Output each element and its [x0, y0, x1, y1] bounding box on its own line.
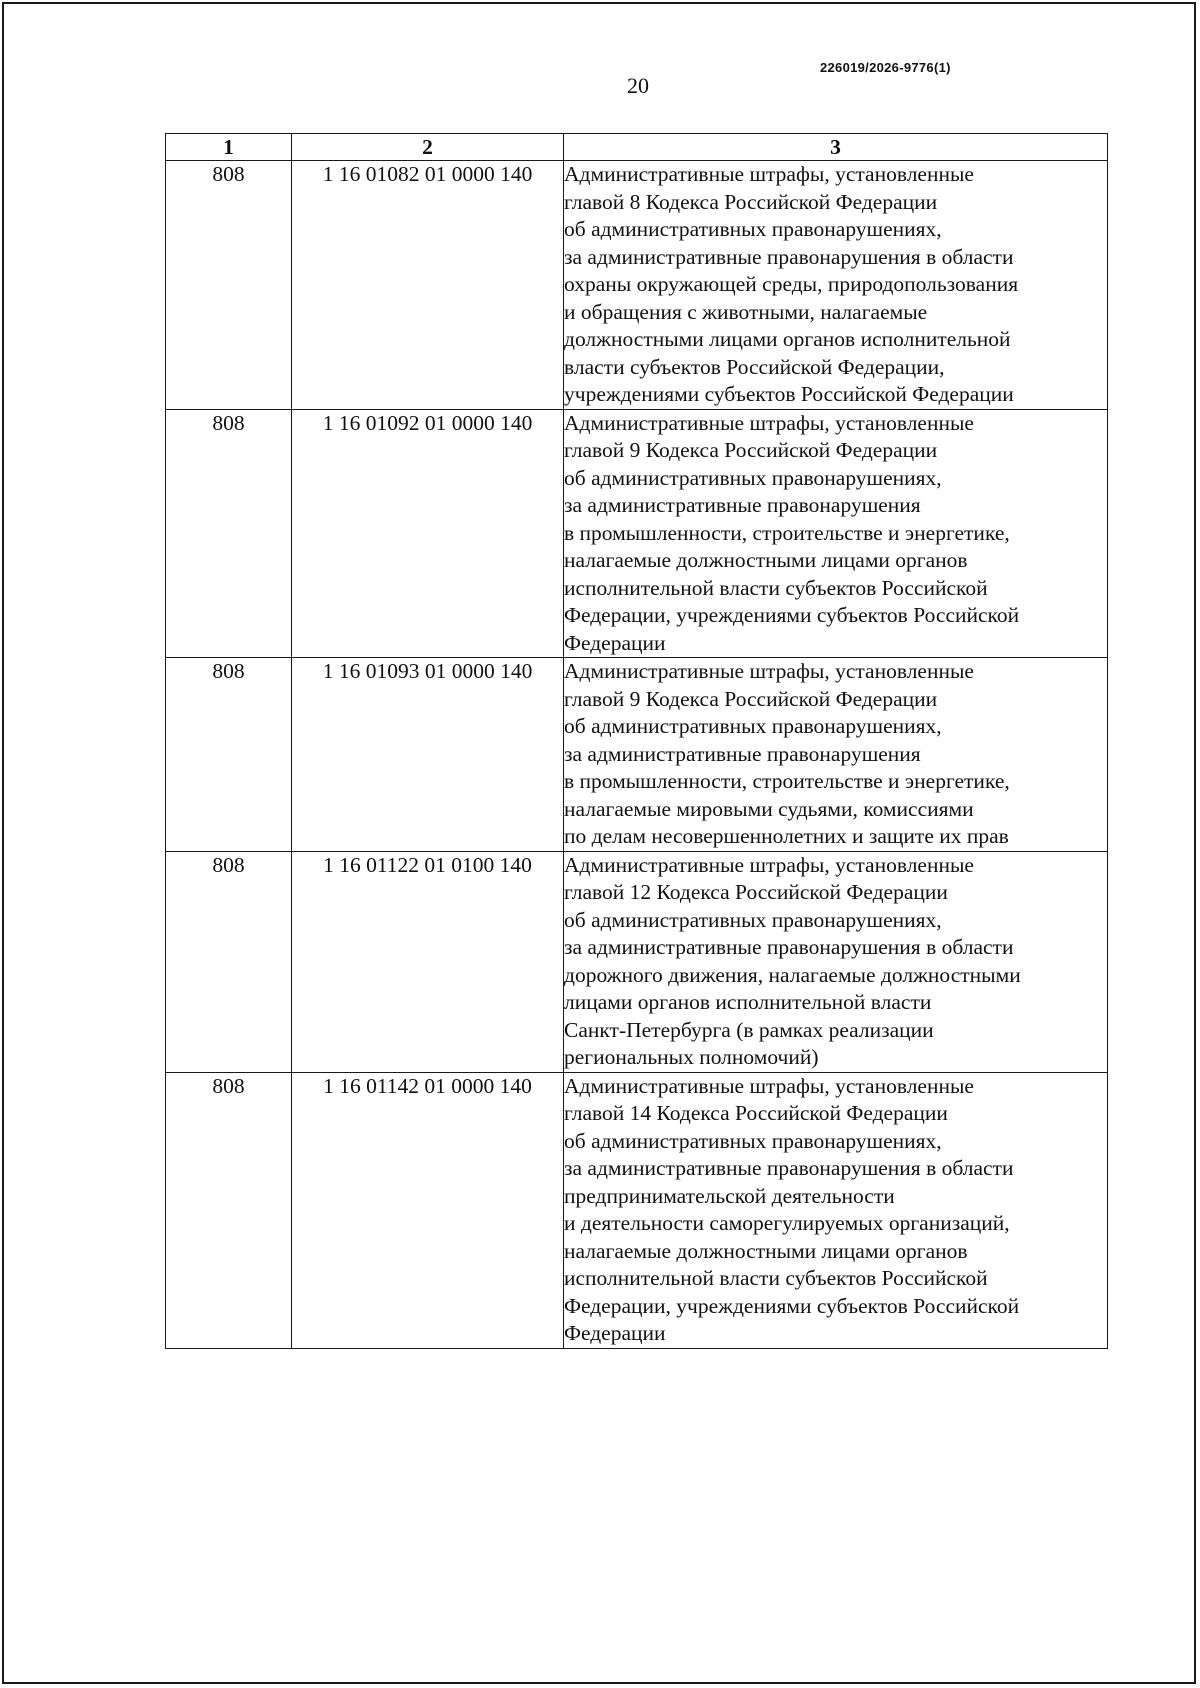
budget-classification-code-cell: 1 16 01093 01 0000 140	[292, 658, 564, 852]
administrator-code-cell: 808	[166, 409, 292, 658]
page-number: 20	[627, 73, 649, 98]
table-row	[166, 658, 1108, 852]
description-cell: Административные штрафы, установленные главой 9 Кодекса Российской Федерации об административных правонарушениях, за административные правонарушения в промышленности, строительстве и энергетике, налагаемые должностными лицами органов исполнительной власти субъектов Российской Федерации, учреждениями субъектов Российской Федерации	[564, 409, 1108, 658]
administrator-code-cell: 808	[166, 1072, 292, 1348]
table-row	[166, 161, 1108, 410]
administrator-code-cell: 808	[166, 161, 292, 410]
budget-codes-table	[165, 133, 1108, 1349]
column-header-1: 1	[166, 134, 292, 161]
document-number: 226019/2026-9776(1)	[820, 60, 951, 75]
budget-classification-code-cell: 1 16 01142 01 0000 140	[292, 1072, 564, 1348]
table-row	[166, 851, 1108, 1072]
table-header-row	[166, 134, 1108, 161]
description-cell: Административные штрафы, установленные главой 12 Кодекса Российской Федерации об административных правонарушениях, за административные правонарушения в области дорожного движения, налагаемые должностными лицами органов исполнительной власти Санкт-Петербурга (в рамках реализации региональных полномочий)	[564, 851, 1108, 1072]
table-row	[166, 1072, 1108, 1348]
administrator-code-cell: 808	[166, 851, 292, 1072]
budget-classification-code-cell: 1 16 01082 01 0000 140	[292, 161, 564, 410]
description-cell: Административные штрафы, установленные главой 9 Кодекса Российской Федерации об административных правонарушениях, за административные правонарушения в промышленности, строительстве и энергетике, налагаемые мировыми судьями, комиссиями по делам несовершеннолетних и защите их прав	[564, 658, 1108, 852]
budget-classification-code-cell: 1 16 01092 01 0000 140	[292, 409, 564, 658]
budget-classification-code-cell: 1 16 01122 01 0100 140	[292, 851, 564, 1072]
description-cell: Административные штрафы, установленные главой 14 Кодекса Российской Федерации об административных правонарушениях, за административные правонарушения в области предпринимательской деятельности и деятельности саморегулируемых организаций, налагаемые должностными лицами органов исполнительной власти субъектов Российской Федерации, учреждениями субъектов Российской Федерации	[564, 1072, 1108, 1348]
column-header-2: 2	[292, 134, 564, 161]
administrator-code-cell: 808	[166, 658, 292, 852]
description-cell: Административные штрафы, установленные главой 8 Кодекса Российской Федерации об административных правонарушениях, за административные правонарушения в области охраны окружающей среды, природопользования и обращения с животными, налагаемые должностными лицами органов исполнительной власти субъектов Российской Федерации, учреждениями субъектов Российской Федерации	[564, 161, 1108, 410]
table-row	[166, 409, 1108, 658]
column-header-3: 3	[564, 134, 1108, 161]
